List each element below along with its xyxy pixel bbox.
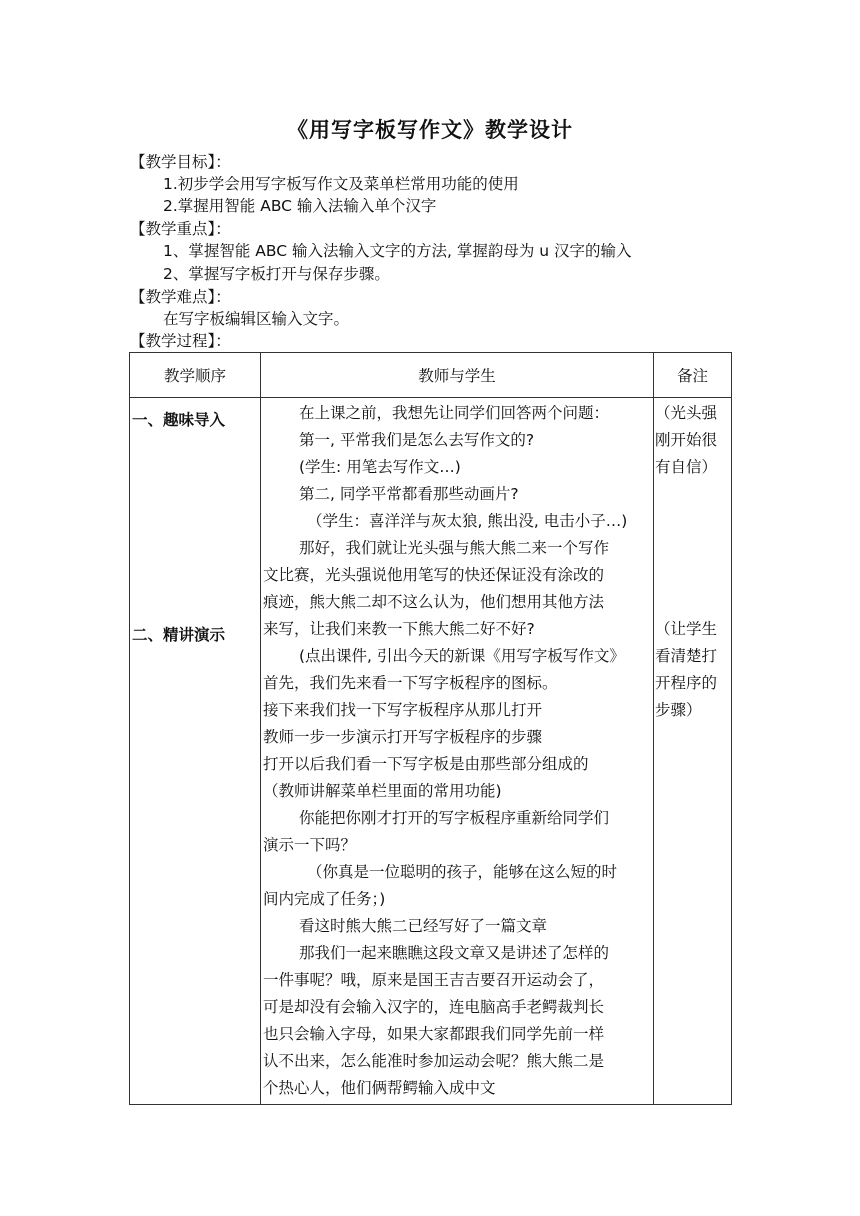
note-line: 开程序的 bbox=[655, 674, 718, 692]
content-line: (点出课件, 引出今天的新课《用写字板写作文》 bbox=[299, 647, 625, 665]
content-line: 间内完成了任务；) bbox=[263, 890, 386, 908]
content-line: 在上课之前，我想先让同学们回答两个问题： bbox=[299, 404, 610, 422]
note-line: （光头强 bbox=[655, 404, 718, 422]
difficulty-heading: 【教学难点】： bbox=[130, 288, 231, 306]
content-line: 文比赛，光头强说他用笔写的快还保证没有涂改的 bbox=[263, 566, 605, 584]
content-line: 也只会输入字母，如果大家都跟我们同学先前一样 bbox=[263, 1025, 605, 1043]
note-line: （让学生 bbox=[655, 620, 718, 638]
note-intro bbox=[655, 400, 717, 481]
content-line: 演示一下吗？ bbox=[263, 836, 357, 854]
content-line: 第二, 同学平常都看那些动画片? bbox=[299, 485, 519, 503]
content-line: 看这时熊大熊二已经写好了一篇文章 bbox=[299, 917, 548, 935]
note-demo bbox=[655, 616, 717, 724]
column-header-notes: 备注 bbox=[654, 353, 732, 398]
content-line: （教师讲解菜单栏里面的常用功能) bbox=[263, 782, 502, 800]
table-body-row bbox=[130, 398, 732, 1105]
content-line: 来写，让我们来教一下熊大熊二好不好? bbox=[263, 620, 535, 638]
goal-item: 2.掌握用智能 ABC 输入法输入单个汉字 bbox=[163, 197, 437, 215]
note-line: 有自信） bbox=[655, 458, 718, 476]
keypoint-item: 2、掌握写字板打开与保存步骤。 bbox=[163, 265, 390, 283]
notes-cell bbox=[654, 398, 732, 1105]
content-line: 认不出来，怎么能准时参加运动会呢？熊大熊二是 bbox=[263, 1052, 605, 1070]
note-line: 看清楚打 bbox=[655, 647, 718, 665]
note-line: 刚开始很 bbox=[655, 431, 718, 449]
content-line: 接下来我们找一下写字板程序从那儿打开 bbox=[263, 701, 543, 719]
content-line: 那我们一起来瞧瞧这段文章又是讲述了怎样的 bbox=[299, 944, 610, 962]
content-line: 首先，我们先来看一下写字板程序的图标。 bbox=[263, 674, 558, 692]
lesson-content bbox=[261, 398, 653, 1102]
content-line: 一件事呢？哦，原来是国王吉吉要召开运动会了， bbox=[263, 971, 605, 989]
column-header-order: 教学顺序 bbox=[130, 353, 261, 398]
note-line: 步骤） bbox=[655, 701, 702, 719]
process-heading: 【教学过程】： bbox=[130, 332, 231, 350]
section-label-intro: 一、趣味导入 bbox=[132, 411, 226, 429]
difficulty-item: 在写字板编辑区输入文字。 bbox=[163, 310, 350, 328]
content-line: 第一, 平常我们是怎么去写作文的? bbox=[299, 431, 535, 449]
content-line: 可是却没有会输入汉字的，连电脑高手老鳄裁判长 bbox=[263, 998, 605, 1016]
goals-heading: 【教学目标】： bbox=[130, 153, 231, 171]
goal-item: 1.初步学会用写字板写作文及菜单栏常用功能的使用 bbox=[163, 175, 519, 193]
section-label-demo: 二、精讲演示 bbox=[132, 626, 226, 644]
order-cell bbox=[130, 398, 261, 1105]
content-line: （学生：喜洋洋与灰太狼, 熊出没, 电击小子…) bbox=[307, 512, 628, 530]
page-title: 《用写字板写作文》教学设计 bbox=[287, 118, 573, 142]
keypoint-item: 1、掌握智能 ABC 输入法输入文字的方法, 掌握韵母为 u 汉字的输入 bbox=[163, 242, 632, 260]
content-line: （你真是一位聪明的孩子，能够在这么短的时 bbox=[307, 863, 618, 881]
content-line: 打开以后我们看一下写字板是由那些部分组成的 bbox=[263, 755, 589, 773]
content-line: 你能把你刚才打开的写字板程序重新给同学们 bbox=[299, 809, 610, 827]
column-header-teacher-student: 教师与学生 bbox=[261, 353, 654, 398]
lesson-process-table bbox=[129, 352, 732, 1105]
content-line: 个热心人，他们俩帮鳄输入成中文 bbox=[263, 1079, 496, 1097]
content-line: 教师一步一步演示打开写字板程序的步骤 bbox=[263, 728, 543, 746]
table-header-row bbox=[130, 353, 732, 398]
content-line: 痕迹，熊大熊二却不这么认为，他们想用其他方法 bbox=[263, 593, 605, 611]
content-line: (学生: 用笔去写作文…) bbox=[299, 458, 461, 476]
content-cell bbox=[261, 398, 654, 1105]
keypoints-heading: 【教学重点】： bbox=[130, 220, 231, 238]
content-line: 那好，我们就让光头强与熊大熊二来一个写作 bbox=[299, 539, 610, 557]
